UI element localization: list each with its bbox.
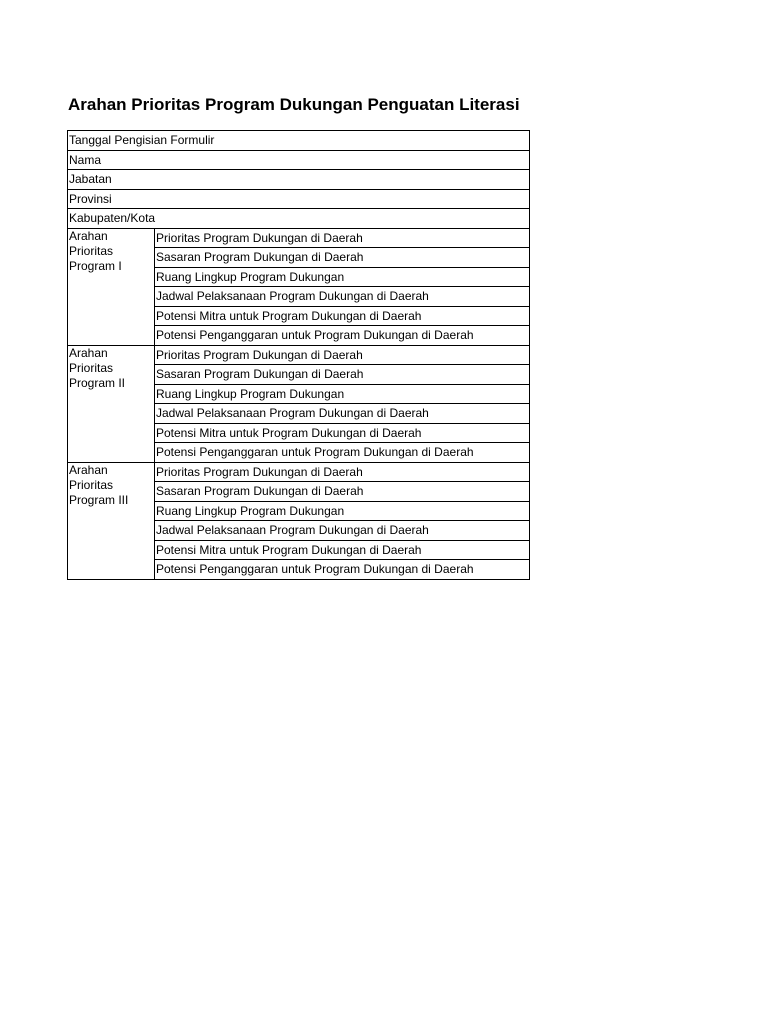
group-item: Prioritas Program Dukungan di Daerah bbox=[155, 462, 530, 482]
table-row bbox=[68, 462, 530, 482]
group-item: Ruang Lingkup Program Dukungan bbox=[155, 384, 530, 404]
group-item: Ruang Lingkup Program Dukungan bbox=[155, 267, 530, 287]
group-item: Potensi Mitra untuk Program Dukungan di Daerah bbox=[155, 306, 530, 326]
group-item: Jadwal Pelaksanaan Program Dukungan di Daerah bbox=[155, 404, 530, 424]
page-title-container bbox=[68, 92, 530, 114]
form-table bbox=[67, 130, 530, 580]
group-label-program-1: Arahan Prioritas Program I bbox=[68, 228, 155, 345]
group-item: Jadwal Pelaksanaan Program Dukungan di Daerah bbox=[155, 521, 530, 541]
field-nama: Nama bbox=[68, 150, 530, 170]
field-kabupaten-kota: Kabupaten/Kota bbox=[68, 209, 530, 229]
group-item: Potensi Penganggaran untuk Program Dukungan di Daerah bbox=[155, 326, 530, 346]
page-title: Arahan Prioritas Program Dukungan Penguatan Literasi bbox=[68, 95, 520, 114]
table-row bbox=[68, 209, 530, 229]
group-item: Potensi Mitra untuk Program Dukungan di Daerah bbox=[155, 423, 530, 443]
group-item: Prioritas Program Dukungan di Daerah bbox=[155, 228, 530, 248]
group-label-program-3: Arahan Prioritas Program III bbox=[68, 462, 155, 579]
group-item: Jadwal Pelaksanaan Program Dukungan di Daerah bbox=[155, 287, 530, 307]
field-provinsi: Provinsi bbox=[68, 189, 530, 209]
group-item: Potensi Penganggaran untuk Program Dukungan di Daerah bbox=[155, 443, 530, 463]
group-label-program-2: Arahan Prioritas Program II bbox=[68, 345, 155, 462]
group-item: Sasaran Program Dukungan di Daerah bbox=[155, 248, 530, 268]
table-row bbox=[68, 189, 530, 209]
group-item: Potensi Mitra untuk Program Dukungan di Daerah bbox=[155, 540, 530, 560]
table-row bbox=[68, 150, 530, 170]
group-item: Prioritas Program Dukungan di Daerah bbox=[155, 345, 530, 365]
form-table-body bbox=[68, 131, 530, 580]
table-row bbox=[68, 345, 530, 365]
group-item: Potensi Penganggaran untuk Program Dukungan di Daerah bbox=[155, 560, 530, 580]
table-row bbox=[68, 228, 530, 248]
table-row bbox=[68, 131, 530, 151]
group-item: Sasaran Program Dukungan di Daerah bbox=[155, 482, 530, 502]
table-row bbox=[68, 170, 530, 190]
field-jabatan: Jabatan bbox=[68, 170, 530, 190]
group-item: Ruang Lingkup Program Dukungan bbox=[155, 501, 530, 521]
field-tanggal-pengisian: Tanggal Pengisian Formulir bbox=[68, 131, 530, 151]
group-item: Sasaran Program Dukungan di Daerah bbox=[155, 365, 530, 385]
